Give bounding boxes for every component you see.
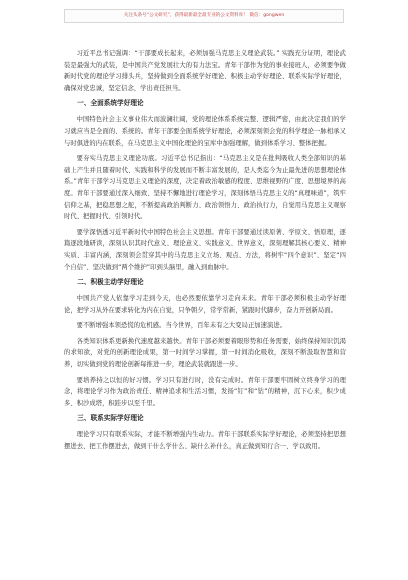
promo-banner: 关注头条号“公文研究”，获得最新最全最专业的公文资料库！ 微信：gongwen xyxy=(64,9,344,23)
section-heading: 一、全面系统学好理论 xyxy=(77,99,144,108)
paragraph: 要夯实马克思主义理论功底。习近平总书记指出：“马克思主义是在批判吸收人类全部知识的基础上产生并且随着时代、实践和科学的发展而不断丰富发展的，是人类迄今为止最先进的思想理论体系。”青年干部学习马克思主义理论的深度，决定着政治敏感的程度、思维视野的广度、思想境界的高度。青年干部要通过深入细致、坚持不懈地进行理论学习，深刻体悟马克思主义的“真理味道”，筑牢信仰之基，把稳思想之舵，不断提高政治判断力、政治领悟力、政治执行力，自觉用马克思主义观察时代、把握时代、引领时代。 xyxy=(64,155,346,221)
paragraph: 各类知识体系更新换代速度越来越快。青年干部必须要着眼形势和任务需要，始终保持知识饥渴的求知欲，对党的创新理论成果，第一时间学习掌握，第一时间消化吸收，深刻不断汲取智慧和营养，切实做到党的理论创新每推进一步，理论武装就跟进一步。 xyxy=(64,337,346,369)
intro-paragraph: 习近平总书记强调：“干部要成长起来，必须加强马克思主义理论武装。” 实践充分证明，理论武装是最强大的武装，是中国共产党发展壮大的有力法宝。青年干部作为党的事业接班人，必须要争做新时代党的理论学习排头兵，坚持做到全面系统学好理论、积极主动学好理论、联系实际学好理论，确保对党忠诚，坚定信念，学出责任担当。 xyxy=(64,50,346,92)
paragraph: 要不断增强本领恐慌的危机感。当今世界，百年未有之大变局正加速演进。 xyxy=(76,322,287,330)
section-heading: 三、联系实际学好理论 xyxy=(77,414,144,423)
section-heading: 二、积极主动学好理论 xyxy=(77,278,144,287)
article-body xyxy=(64,48,346,457)
paragraph: 中国特色社会主义事业伟大而波澜壮阔，党的理论体系系统完整、逻辑严密，由此决定我们的学习就应当是全面的、系统的。青年干部要全面系统学好理论，必须深刻领会党的科学理论一脉相承又与时俱进的内在联系，在马克思主义中国化理论的宝库中加强理解，做到体系学习、整体把握。 xyxy=(64,116,346,147)
paragraph: 要培养持之以恒的好习惯。学习只有进行时，没有完成时。青年干部要牢固树立终身学习的理念，将理论学习作为政治责任、精神追求和生活习惯，发扬“钉”和“钻”的精神，沉下心来，积少成多、积沙成塔，积跬步以至千里。 xyxy=(64,376,346,407)
paragraph: 理论学习只有联系实际，才能不断增强内生动力。青年干部联系实际学好理论，必须坚持把思想摆进去、把工作摆进去，做到干什么学什么、缺什么补什么，真正做到知行合一、学以致用。 xyxy=(64,431,346,451)
paragraph: 要学深悟透习近平新时代中国特色社会主义思想。青年干部要通过读原著、学原文、悟原理，逐篇逐段地研读，深刻认识其时代意义、理论意义、实践意义、世界意义，深刻理解其核心要义、精神实质、丰富内涵，深刻领会贯穿其中的马克思主义立场、观点、方法，将树牢“四个意识”、坚定“四个自信”、坚决做到“两个维护”印到头脑里，融入到血脉中。 xyxy=(64,228,346,271)
paragraph: 中国共产党人依靠学习走到今天，也必然要依靠学习走向未来。青年干部必须积极主动学好理论，把学习从外在要求转化为内在自觉，只争朝夕，常学常新，紧跟时代脚步，奋力开创新局面。 xyxy=(64,295,346,314)
